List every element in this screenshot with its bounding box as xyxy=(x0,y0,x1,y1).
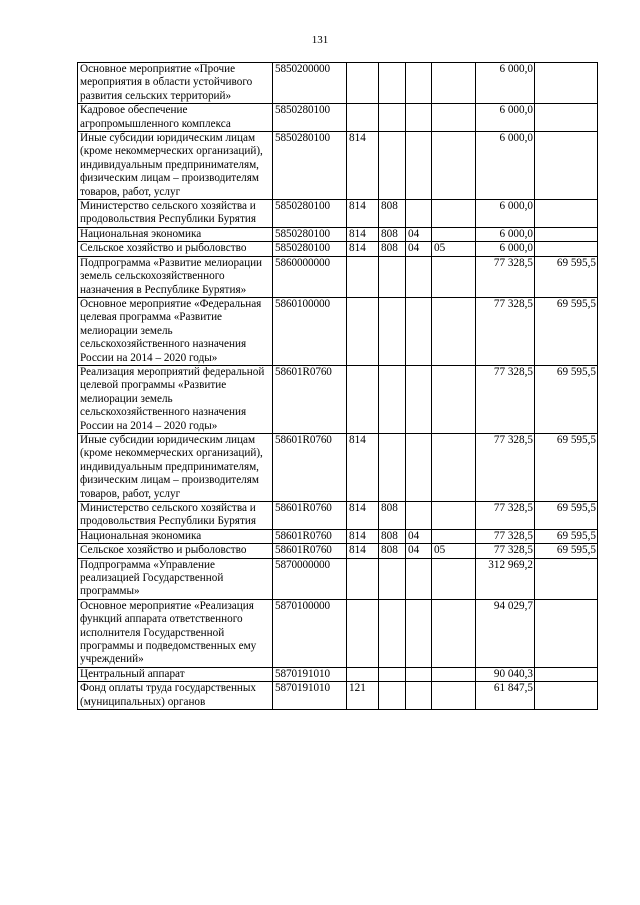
table-row xyxy=(78,599,598,667)
row-amount-2-cell: 69 595,5 xyxy=(535,502,598,530)
row-code-cell: 5860000000 xyxy=(273,256,347,297)
row-amount-2-cell xyxy=(535,599,598,667)
row-name-cell: Сельское хозяйство и рыболовство xyxy=(78,242,273,256)
row-code-cell: 58601R0760 xyxy=(273,433,347,501)
row-rz-cell xyxy=(379,433,406,501)
row-pr-cell: 04 xyxy=(406,529,432,543)
row-amount-2-cell xyxy=(535,227,598,241)
row-name-cell: Иные субсидии юридическим лицам (кроме некоммерческих организаций), индивидуальным предпринимателям, физическим лицам – производителям товаров, работ, услуг xyxy=(78,433,273,501)
row-rz-cell xyxy=(379,256,406,297)
row-name-cell: Основное мероприятие «Прочие мероприятия в области устойчивого развития сельских территорий» xyxy=(78,63,273,104)
row-rz-cell xyxy=(379,104,406,132)
row-amount-2-cell xyxy=(535,667,598,681)
row-rz-cell: 808 xyxy=(379,502,406,530)
table-row xyxy=(78,227,598,241)
row-sp-cell xyxy=(432,599,476,667)
row-name-cell: Основное мероприятие «Федеральная целевая программа «Развитие мелиорации земель сельскохозяйственного назначения России на 2014 – 2020 годы» xyxy=(78,297,273,365)
row-vr-cell xyxy=(347,256,379,297)
row-amount-1-cell: 6 000,0 xyxy=(476,104,535,132)
row-amount-1-cell: 6 000,0 xyxy=(476,132,535,200)
row-pr-cell xyxy=(406,558,432,599)
row-name-cell: Фонд оплаты труда государственных (муниципальных) органов xyxy=(78,682,273,710)
row-code-cell: 5850280100 xyxy=(273,104,347,132)
row-amount-1-cell: 77 328,5 xyxy=(476,544,535,558)
row-rz-cell: 808 xyxy=(379,242,406,256)
row-rz-cell xyxy=(379,297,406,365)
row-vr-cell xyxy=(347,63,379,104)
row-sp-cell xyxy=(432,132,476,200)
row-code-cell: 5850200000 xyxy=(273,63,347,104)
row-vr-cell xyxy=(347,599,379,667)
row-code-cell: 5860100000 xyxy=(273,297,347,365)
row-code-cell: 5850280100 xyxy=(273,227,347,241)
row-pr-cell: 04 xyxy=(406,227,432,241)
row-rz-cell xyxy=(379,558,406,599)
row-name-cell: Подпрограмма «Управление реализацией Государственной программы» xyxy=(78,558,273,599)
row-amount-2-cell: 69 595,5 xyxy=(535,365,598,433)
row-rz-cell: 808 xyxy=(379,529,406,543)
row-name-cell: Национальная экономика xyxy=(78,227,273,241)
page-number: 131 xyxy=(311,34,329,46)
row-amount-2-cell: 69 595,5 xyxy=(535,529,598,543)
table-row xyxy=(78,365,598,433)
row-pr-cell xyxy=(406,132,432,200)
row-sp-cell: 05 xyxy=(432,544,476,558)
row-amount-1-cell: 6 000,0 xyxy=(476,200,535,228)
row-vr-cell: 814 xyxy=(347,227,379,241)
row-amount-2-cell: 69 595,5 xyxy=(535,544,598,558)
row-name-cell: Министерство сельского хозяйства и продовольствия Республики Бурятия xyxy=(78,502,273,530)
row-vr-cell: 814 xyxy=(347,544,379,558)
budget-table xyxy=(77,62,598,710)
table-row xyxy=(78,104,598,132)
row-sp-cell xyxy=(432,256,476,297)
row-amount-1-cell: 6 000,0 xyxy=(476,227,535,241)
row-name-cell: Центральный аппарат xyxy=(78,667,273,681)
row-amount-2-cell: 69 595,5 xyxy=(535,297,598,365)
row-code-cell: 5870000000 xyxy=(273,558,347,599)
row-name-cell: Реализация мероприятий федеральной целевой программы «Развитие мелиорации земель сельскохозяйственного назначения России на 2014 – 2020 годы» xyxy=(78,365,273,433)
table-row xyxy=(78,242,598,256)
row-pr-cell xyxy=(406,682,432,710)
row-vr-cell xyxy=(347,558,379,599)
row-pr-cell xyxy=(406,104,432,132)
table-row xyxy=(78,256,598,297)
row-rz-cell xyxy=(379,682,406,710)
row-pr-cell xyxy=(406,599,432,667)
row-amount-2-cell: 69 595,5 xyxy=(535,256,598,297)
row-amount-1-cell: 90 040,3 xyxy=(476,667,535,681)
row-amount-1-cell: 77 328,5 xyxy=(476,365,535,433)
row-vr-cell: 121 xyxy=(347,682,379,710)
row-vr-cell: 814 xyxy=(347,529,379,543)
row-amount-2-cell xyxy=(535,682,598,710)
row-amount-1-cell: 6 000,0 xyxy=(476,63,535,104)
row-rz-cell: 808 xyxy=(379,200,406,228)
row-code-cell: 5870191010 xyxy=(273,682,347,710)
row-name-cell: Иные субсидии юридическим лицам (кроме некоммерческих организаций), индивидуальным предпринимателям, физическим лицам – производителям товаров, работ, услуг xyxy=(78,132,273,200)
row-sp-cell xyxy=(432,529,476,543)
row-pr-cell xyxy=(406,365,432,433)
row-vr-cell xyxy=(347,365,379,433)
row-amount-2-cell xyxy=(535,242,598,256)
table-row xyxy=(78,200,598,228)
row-vr-cell: 814 xyxy=(347,242,379,256)
table-row xyxy=(78,297,598,365)
row-amount-1-cell: 94 029,7 xyxy=(476,599,535,667)
row-name-cell: Национальная экономика xyxy=(78,529,273,543)
row-amount-2-cell: 69 595,5 xyxy=(535,433,598,501)
row-vr-cell: 814 xyxy=(347,200,379,228)
row-sp-cell xyxy=(432,433,476,501)
row-sp-cell xyxy=(432,200,476,228)
table-row xyxy=(78,63,598,104)
row-rz-cell xyxy=(379,667,406,681)
budget-table-body xyxy=(78,63,598,710)
row-amount-2-cell xyxy=(535,104,598,132)
row-amount-1-cell: 77 328,5 xyxy=(476,256,535,297)
row-code-cell: 58601R0760 xyxy=(273,365,347,433)
table-row xyxy=(78,544,598,558)
row-name-cell: Сельское хозяйство и рыболовство xyxy=(78,544,273,558)
row-sp-cell xyxy=(432,63,476,104)
table-row xyxy=(78,433,598,501)
row-pr-cell xyxy=(406,433,432,501)
row-pr-cell: 04 xyxy=(406,242,432,256)
table-row xyxy=(78,529,598,543)
row-amount-2-cell xyxy=(535,63,598,104)
row-amount-1-cell: 77 328,5 xyxy=(476,529,535,543)
row-sp-cell xyxy=(432,502,476,530)
row-sp-cell xyxy=(432,558,476,599)
row-amount-1-cell: 6 000,0 xyxy=(476,242,535,256)
row-vr-cell xyxy=(347,667,379,681)
row-amount-1-cell: 77 328,5 xyxy=(476,502,535,530)
row-pr-cell: 04 xyxy=(406,544,432,558)
row-code-cell: 58601R0760 xyxy=(273,502,347,530)
row-name-cell: Подпрограмма «Развитие мелиорации земель сельскохозяйственного назначения в Республике Бурятия» xyxy=(78,256,273,297)
row-vr-cell: 814 xyxy=(347,502,379,530)
row-vr-cell: 814 xyxy=(347,433,379,501)
row-amount-1-cell: 77 328,5 xyxy=(476,297,535,365)
row-code-cell: 58601R0760 xyxy=(273,529,347,543)
row-sp-cell xyxy=(432,104,476,132)
row-vr-cell: 814 xyxy=(347,132,379,200)
row-rz-cell xyxy=(379,365,406,433)
row-sp-cell xyxy=(432,682,476,710)
table-row xyxy=(78,502,598,530)
row-pr-cell xyxy=(406,502,432,530)
row-name-cell: Основное мероприятие «Реализация функций аппарата ответственного исполнителя Государственной программы и подведомственных ему учреждений» xyxy=(78,599,273,667)
row-rz-cell: 808 xyxy=(379,227,406,241)
row-pr-cell xyxy=(406,297,432,365)
row-rz-cell: 808 xyxy=(379,544,406,558)
row-rz-cell xyxy=(379,63,406,104)
row-vr-cell xyxy=(347,297,379,365)
row-rz-cell xyxy=(379,599,406,667)
table-row xyxy=(78,667,598,681)
row-code-cell: 58601R0760 xyxy=(273,544,347,558)
row-rz-cell xyxy=(379,132,406,200)
row-sp-cell xyxy=(432,365,476,433)
row-code-cell: 5850280100 xyxy=(273,242,347,256)
row-pr-cell xyxy=(406,256,432,297)
table-row xyxy=(78,558,598,599)
row-amount-1-cell: 312 969,2 xyxy=(476,558,535,599)
row-amount-2-cell xyxy=(535,132,598,200)
row-sp-cell xyxy=(432,227,476,241)
row-sp-cell xyxy=(432,667,476,681)
row-code-cell: 5870191010 xyxy=(273,667,347,681)
table-row xyxy=(78,132,598,200)
row-amount-1-cell: 61 847,5 xyxy=(476,682,535,710)
row-amount-2-cell xyxy=(535,558,598,599)
row-pr-cell xyxy=(406,63,432,104)
table-row xyxy=(78,682,598,710)
row-pr-cell xyxy=(406,200,432,228)
row-name-cell: Кадровое обеспечение агропромышленного комплекса xyxy=(78,104,273,132)
row-code-cell: 5870100000 xyxy=(273,599,347,667)
row-amount-2-cell xyxy=(535,200,598,228)
row-vr-cell xyxy=(347,104,379,132)
row-amount-1-cell: 77 328,5 xyxy=(476,433,535,501)
row-sp-cell xyxy=(432,297,476,365)
row-code-cell: 5850280100 xyxy=(273,200,347,228)
row-pr-cell xyxy=(406,667,432,681)
row-code-cell: 5850280100 xyxy=(273,132,347,200)
row-sp-cell: 05 xyxy=(432,242,476,256)
row-name-cell: Министерство сельского хозяйства и продовольствия Республики Бурятия xyxy=(78,200,273,228)
